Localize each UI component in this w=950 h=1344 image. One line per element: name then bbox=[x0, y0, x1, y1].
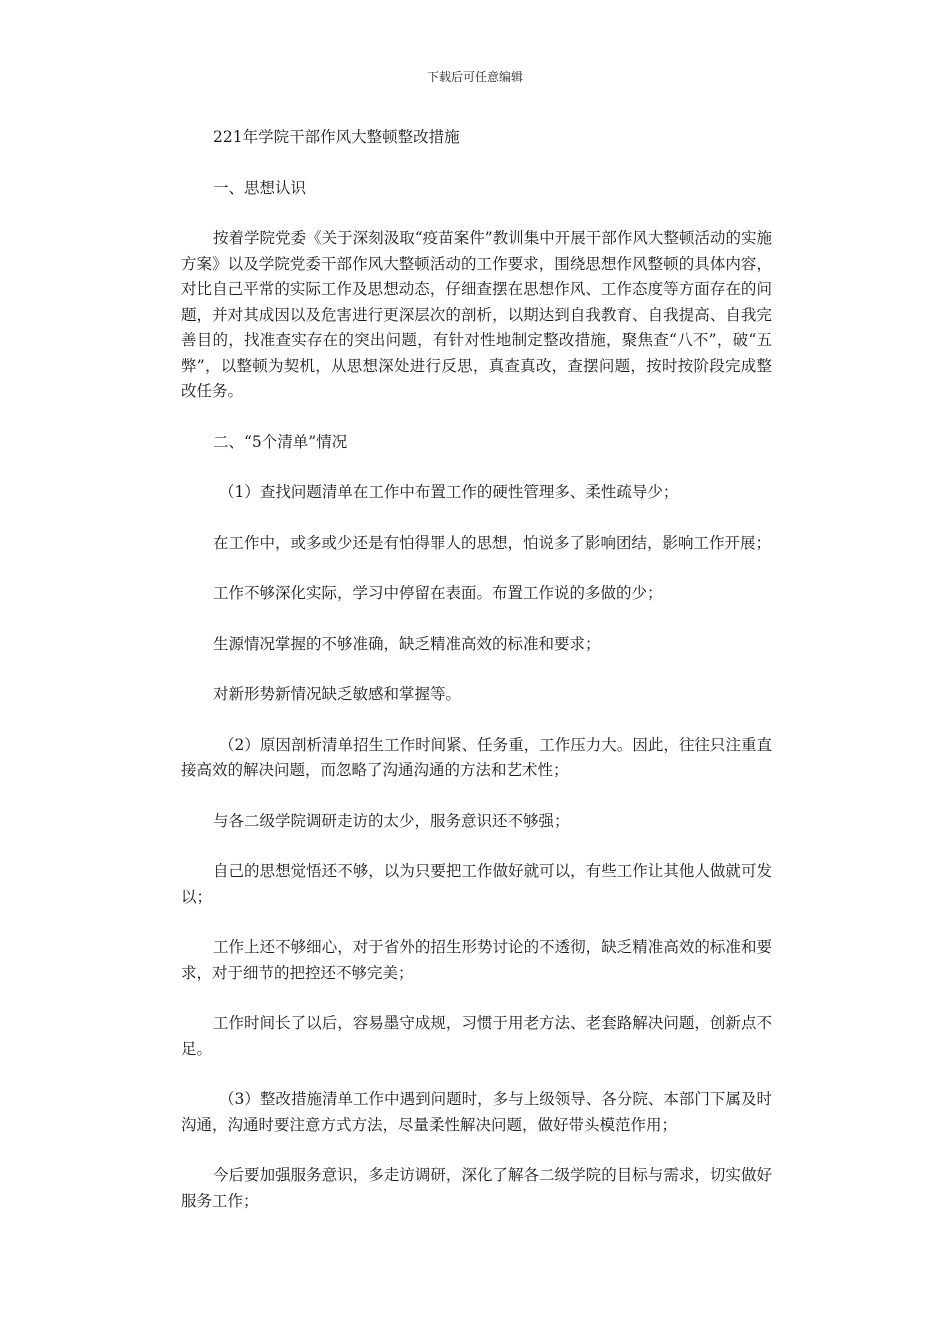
document-body bbox=[181, 125, 772, 1239]
paragraph: 工作时间长了以后，容易墨守成规，习惯于用老方法、老套路解决问题，创新点不足。 bbox=[181, 1014, 772, 1058]
paragraph: 工作不够深化实际，学习中停留在表面。布置工作说的多做的少； bbox=[213, 584, 663, 602]
section-heading-1: 一、思想认识 bbox=[213, 178, 307, 197]
paragraph: 在工作中，或多或少还是有怕得罪人的思想，怕说多了影响团结，影响工作开展； bbox=[213, 533, 772, 552]
paragraph: 生源情况掌握的不够准确，缺乏精准高效的标准和要求； bbox=[213, 634, 601, 653]
paragraph: 自己的思想觉悟还不够，以为只要把工作做好就可以，有些工作让其他人做就可发以； bbox=[181, 862, 772, 906]
page-header-note: 下载后可任意编辑 bbox=[426, 70, 523, 84]
paragraph: 工作上还不够细心，对于省外的招生形势讨论的不透彻，缺乏精准高效的标准和要求，对于细节的把控还不够完美； bbox=[181, 938, 772, 982]
document-title: 221年学院干部作风大整顿整改措施 bbox=[213, 128, 460, 146]
paragraph: 与各二级学院调研走访的太少，服务意识还不够强； bbox=[213, 811, 570, 830]
paragraph: 按着学院党委《关于深刻汲取“疫苗案件”教训集中开展干部作风大整顿活动的实施方案》以及学院党委干部作风大整顿活动的工作要求，围绕思想作风整顿的具体内容，对比自己平常的实际工作及思想动态，仔细查摆在思想作风、工作态度等方面存在的问题，并对其成因以及危害进行更深层次的剖析，以期达到自我教育、自我提高、自我完善目的，找准查实存在的突出问题，有针对性地制定整改措施，聚焦查“八不”，破“五弊”，以整顿为契机，从思想深处进行反思，真查真改，查摆问题，按时按阶段完成整改任务。 bbox=[181, 229, 772, 400]
section-heading-2: 二、“5个清单”情况 bbox=[213, 432, 348, 451]
paragraph: 今后要加强服务意识，多走访调研，深化了解各二级学院的目标与需求，切实做好服务工作； bbox=[181, 1166, 772, 1210]
paragraph: 对新形势新情况缺乏敏感和掌握等。 bbox=[213, 685, 462, 703]
list-item-1: （1）查找问题清单在工作中布置工作的硬性管理多、柔性疏导少； bbox=[219, 483, 679, 501]
list-item-3: （3）整改措施清单工作中遇到问题时，多与上级领导、各分院、本部门下属及时沟通，沟通时要注意方式方法，尽量柔性解决问题，做好带头模范作用； bbox=[181, 1090, 772, 1134]
list-item-2: （2）原因剖析清单招生工作时间紧、任务重，工作压力大。因此，往往只注重直接高效的解决问题，而忽略了沟通沟通的方法和艺术性； bbox=[181, 735, 772, 779]
